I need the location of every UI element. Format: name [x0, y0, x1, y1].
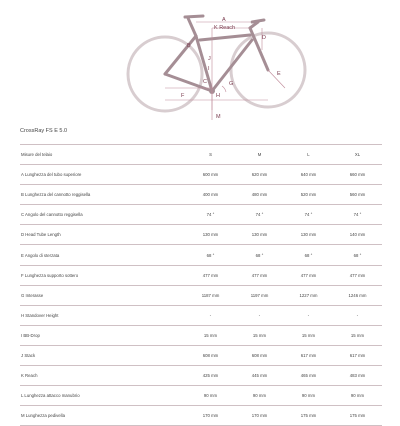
table-row	[20, 225, 382, 245]
row-label: E Angolo di sterzata	[20, 245, 186, 265]
row-value: 480 mm	[235, 185, 284, 205]
label-f: F	[181, 93, 185, 99]
row-label: C Angolo del cannotto reggisella	[20, 205, 186, 225]
label-reach: K Reach	[214, 25, 236, 31]
row-value: 483 mm	[333, 366, 382, 386]
row-value: 477 mm	[235, 265, 284, 285]
row-value: 400 mm	[186, 185, 235, 205]
row-label: K Reach	[20, 366, 186, 386]
label-b: B	[187, 43, 191, 49]
row-value: 175 mm	[284, 406, 333, 426]
column-header: XL	[333, 145, 382, 165]
label-a: A	[222, 17, 226, 23]
row-value: 130 mm	[186, 225, 235, 245]
row-value: -	[333, 305, 382, 325]
row-value: -	[235, 305, 284, 325]
table-header-row	[20, 145, 382, 165]
row-value: 477 mm	[333, 265, 382, 285]
row-value: 617 mm	[284, 345, 333, 365]
row-value: 74 °	[284, 205, 333, 225]
row-value: 90 mm	[186, 386, 235, 406]
label-d: D	[262, 35, 266, 41]
table-row	[20, 305, 382, 325]
table-row	[20, 185, 382, 205]
row-value: 74 °	[186, 205, 235, 225]
row-label: J Stack	[20, 345, 186, 365]
row-value: 68 °	[284, 245, 333, 265]
row-value: 90 mm	[284, 386, 333, 406]
row-value: 465 mm	[284, 366, 333, 386]
row-value: 170 mm	[186, 406, 235, 426]
row-value: 477 mm	[284, 265, 333, 285]
row-value: 15 mm	[333, 325, 382, 345]
table-body	[20, 165, 382, 426]
row-value: 68 °	[333, 245, 382, 265]
column-header: S	[186, 145, 235, 165]
row-value: 608 mm	[186, 345, 235, 365]
table-row	[20, 245, 382, 265]
row-value: 608 mm	[235, 345, 284, 365]
row-value: -	[284, 305, 333, 325]
row-value: 445 mm	[235, 366, 284, 386]
row-label: M Lunghezza pedivella	[20, 406, 186, 426]
row-value: 1197 mm	[235, 285, 284, 305]
label-m: M	[216, 114, 221, 120]
column-header: M	[235, 145, 284, 165]
column-header: Misure del telaio	[20, 145, 186, 165]
row-value: 68 °	[186, 245, 235, 265]
row-value: 15 mm	[186, 325, 235, 345]
row-value: 640 mm	[284, 165, 333, 185]
row-value: 560 mm	[333, 185, 382, 205]
row-value: 1227 mm	[284, 285, 333, 305]
row-value: 130 mm	[284, 225, 333, 245]
table-row	[20, 165, 382, 185]
row-label: G Interasse	[20, 285, 186, 305]
row-value: 170 mm	[235, 406, 284, 426]
label-g: G	[229, 81, 234, 87]
table-row	[20, 386, 382, 406]
row-value: 15 mm	[284, 325, 333, 345]
table-row	[20, 325, 382, 345]
row-value: 90 mm	[333, 386, 382, 406]
row-value: 175 mm	[333, 406, 382, 426]
row-value: 140 mm	[333, 225, 382, 245]
row-value: 74 °	[235, 205, 284, 225]
row-value: 15 mm	[235, 325, 284, 345]
row-value: 1246 mm	[333, 285, 382, 305]
label-j: J	[208, 56, 211, 62]
bike-geometry-diagram	[0, 0, 400, 125]
row-value: 90 mm	[235, 386, 284, 406]
label-h: H	[216, 93, 220, 99]
row-value: -	[186, 305, 235, 325]
row-value: 130 mm	[235, 225, 284, 245]
table-row	[20, 285, 382, 305]
row-label: L Lunghezza attacco manubrio	[20, 386, 186, 406]
row-value: 74 °	[333, 205, 382, 225]
row-label: A Lunghezza del tubo superiore	[20, 165, 186, 185]
row-label: I BB-Drop	[20, 325, 186, 345]
row-label: B Lunghezza del cannotto reggisella	[20, 185, 186, 205]
row-label: H Standover Height	[20, 305, 186, 325]
row-value: 660 mm	[333, 165, 382, 185]
column-header: L	[284, 145, 333, 165]
row-label: F Lunghezza supporto sottero	[20, 265, 186, 285]
table-row	[20, 366, 382, 386]
row-value: 477 mm	[186, 265, 235, 285]
table-row	[20, 205, 382, 225]
row-value: 620 mm	[235, 165, 284, 185]
label-c: C	[203, 79, 207, 85]
geometry-table	[20, 144, 382, 426]
table-row	[20, 345, 382, 365]
model-name: CrossRay FS E 5.0	[20, 128, 68, 134]
label-e: E	[277, 71, 281, 77]
table-row	[20, 265, 382, 285]
row-value: 425 mm	[186, 366, 235, 386]
row-value: 600 mm	[186, 165, 235, 185]
row-label: D Head Tube Length	[20, 225, 186, 245]
row-value: 68 °	[235, 245, 284, 265]
label-i: I	[208, 66, 210, 72]
row-value: 1187 mm	[186, 285, 235, 305]
row-value: 617 mm	[333, 345, 382, 365]
table-row	[20, 406, 382, 426]
row-value: 520 mm	[284, 185, 333, 205]
